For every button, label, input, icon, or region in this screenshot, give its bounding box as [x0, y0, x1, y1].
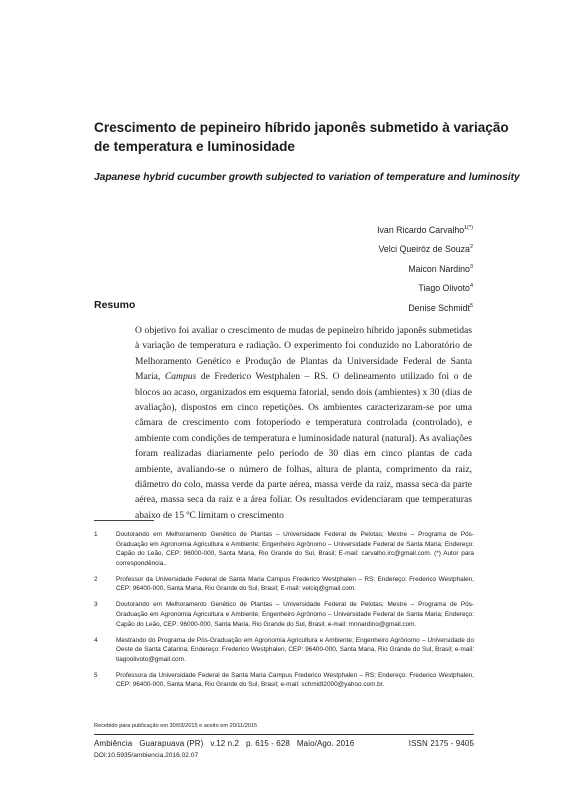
- footnote: 5 Professora da Universidade Federal de Santa Maria Campus Frederico Westphalen – RS; Endereço: Frederico Westphalen, CEP: 96400-000, Santa Maria, Rio Grande do Sul, Brasil; e-mail: schmidt2000@yahoo.com.br.: [94, 671, 474, 689]
- journal-citation: Ambiência Guarapuava (PR) v.12 n.2 p. 615 - 628 Maio/Ago. 2016 ISSN 2175 - 9405: [94, 739, 474, 748]
- footnote: 3 Doutorando em Melhoramento Genético de Plantas – Universidade Federal de Pelotas; Mestre – Programa de Pós-Graduação em Agronomia Agricultura e Ambiente; Engenheiro Agrônomo – Universidade Federal de Santa Maria; Endereço: Capão do Leão, CEP: 96000-000, Santa Maria, Rio Grande do Sul, Brasil; e-mail: mnnardino@gmail.com.: [94, 601, 474, 628]
- footnote: 4 Mestrando do Programa de Pós-Graduação em Agronomia Agricultura e Ambiente; Engenheiro Agrônomo – Universidade do Oeste de Santa Catarina; Endereço: Frederico Westphalen, CEP: 96400-000, Santa Maria, Rio Grande do Sul, Brasil; e-mail: tiagoolivoto@gmail.com.: [94, 636, 474, 663]
- footnote: 2 Professor da Universidade Federal de Santa Maria Campus Frederico Westphalen – RS; Endereço: Frederico Westphalen, CEP: 96400-000, Santa Maria, Rio Grande do Sul, Brasil; E-mail: velciq@gmail.com.: [94, 575, 474, 593]
- footnote-divider: [94, 520, 154, 521]
- footnotes: [94, 530, 474, 696]
- author: Maicon Nardino$^3$: [408, 263, 473, 274]
- doi: DOI:10.5935/ambiencia.2016.02.07: [94, 752, 199, 759]
- paper-title: Crescimento de pepineiro híbrido japonês submetido à variação de temperatura e luminosidade: [94, 120, 509, 154]
- issn: ISSN 2175 - 9405: [408, 739, 474, 748]
- author-list: [377, 220, 473, 317]
- author: Ivan Ricardo Carvalho$^{1(*)}$: [377, 225, 473, 235]
- footnote: 1 Doutorando em Melhoramento Genético de Plantas – Universidade Federal de Pelotas; Mestre – Programa de Pós-Graduação em Agronomia Agricultura e Ambiente; Engenheiro Agrônomo – Universidade Federal de Santa Maria; Endereço: Capão do Leão, CEP: 96000-000, Santa Maria, Rio Grande do Sul, Brasil; E-mail: carvalho.irc@gmail.com. (*) Autor para correspondência..: [94, 531, 474, 567]
- author: Tiago Olivoto$^4$: [418, 283, 473, 294]
- paper-subtitle-english: Japanese hybrid cucumber growth subjected to variation of temperature and luminosity: [94, 172, 520, 183]
- author: Velci Queiróz de Souza$^2$: [378, 244, 473, 255]
- abstract-text: O objetivo foi avaliar o crescimento de mudas de pepineiro híbrido japonês submetidas à variação de temperatura e radiação. O experimento foi conduzido no Laboratório de Melhoramento Genético e Produção de Plantas da Universidade Federal de Santa Maria, Campus de Frederico Westphalen – RS. O delineamento utilizado foi o de blocos ao acaso, organizados em esquema fatorial, sendo dois (ambientes) x 30 (dias de avaliação), dispostos em cinco repetições. Os ambientes caracterizaram-se por uma câmara de crescimento com fotoperíodo e temperatura controlada (controlado), e ambiente com condições de temperatura e luminosidade natural (natural). As avaliações foram realizadas diariamente pelo período de 30 dias em cinco plantas de cada ambiente, avaliando-se o número de folhas, altura de planta, comprimento da raiz, diâmetro do colo, massa verde da parte aérea, massa verde da raiz, massa seca da parte aérea, massa seca da raiz e a área foliar. Os resultados evidenciaram que temperaturas abaixo de 15 ºC limitam o crescimento: [135, 325, 472, 521]
- footer-divider: [94, 734, 474, 735]
- received-date: Recebido para publicação em 30/03/2015 e aceito em 20/11/2015: [94, 723, 258, 729]
- section-heading-resumo: Resumo: [94, 299, 136, 311]
- author: Denise Schmidt$^5$: [408, 302, 473, 313]
